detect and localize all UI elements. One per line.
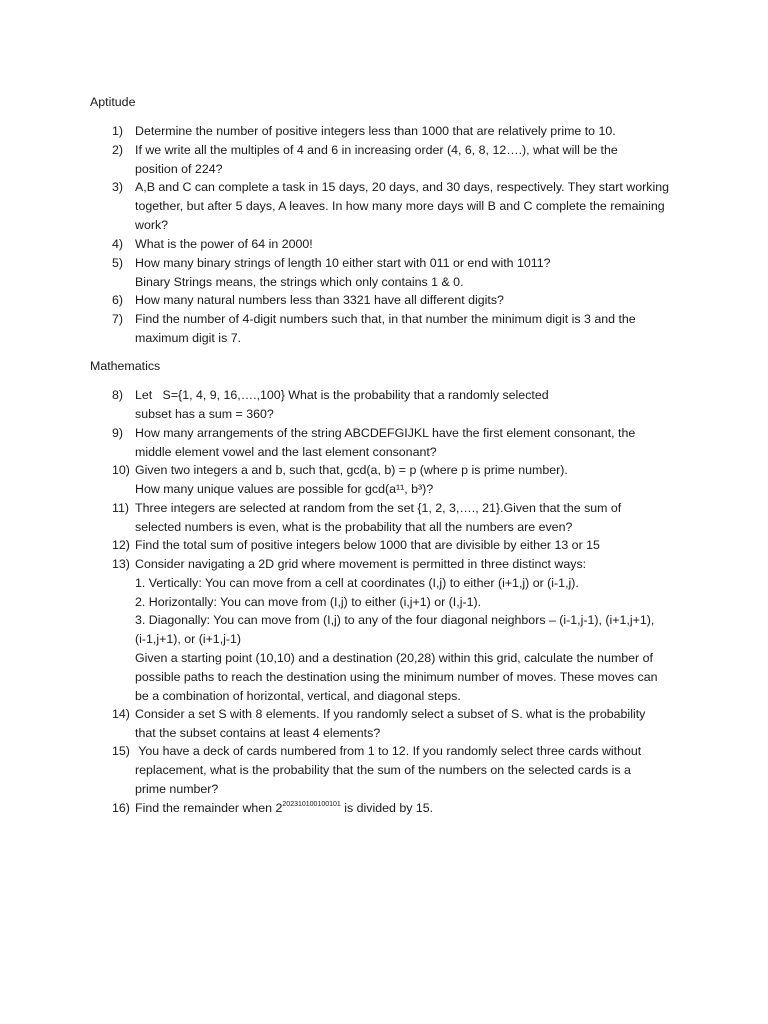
question-16	[112, 799, 682, 818]
question-text-line: (i-1,j+1), or (i+1,j-1)	[135, 632, 242, 647]
section-heading-aptitude: Aptitude	[90, 95, 136, 109]
question-text-line: subset has a sum = 360?	[135, 406, 274, 421]
question-12	[112, 536, 682, 555]
question-text-line: A,B and C can complete a task in 15 days, 20 days, and 30 days, respectively. They start working	[135, 180, 669, 194]
question-text-line: together, but after 5 days, A leaves. In how many more days will B and C complete the remaining	[135, 198, 665, 213]
question-text-line: maximum digit is 7.	[135, 330, 242, 345]
question-text-line: Consider navigating a 2D grid where movement is permitted in three distinct ways:	[135, 557, 587, 571]
question-number: 4)	[112, 237, 124, 251]
question-text-line	[135, 799, 682, 818]
question-3	[112, 178, 682, 234]
question-text-line: Given two integers a and b, such that, gcd(a, b) = p (where p is prime number).	[135, 463, 568, 477]
question-8	[112, 386, 682, 424]
question-number: 14)	[112, 707, 130, 721]
question-7	[112, 310, 682, 348]
question-number: 11)	[112, 501, 129, 515]
question-number: 15)	[112, 744, 130, 758]
question-text-line: prime number?	[135, 781, 219, 796]
question-text-line: Let S={1, 4, 9, 16,….,100} What is the probability that a randomly selected	[135, 388, 549, 402]
question-text-line: work?	[135, 217, 169, 232]
question-text-line: selected numbers is even, what is the probability that all the numbers are even?	[135, 519, 573, 534]
question-text-line: Given a starting point (10,10) and a destination (20,28) within this grid, calculate the number of	[135, 650, 653, 665]
question-9	[112, 424, 682, 462]
question-text-line: If we write all the multiples of 4 and 6 in increasing order (4, 6, 8, 12….), what will be the	[135, 143, 618, 157]
question-text-line: How many unique values are possible for gcd(a¹¹, b³)?	[135, 481, 434, 496]
question-text: is divided by 15.	[340, 801, 434, 815]
question-text-line: that the subset contains at least 4 elements?	[135, 725, 381, 740]
question-5	[112, 254, 682, 292]
question-6	[112, 291, 682, 310]
question-2	[112, 141, 682, 179]
question-text-line: replacement, what is the probability that the sum of the numbers on the selected cards is a	[135, 762, 631, 777]
question-number: 10)	[112, 463, 130, 477]
question-text-line: Three integers are selected at random from the set {1, 2, 3,…., 21}.Given that the sum of	[135, 501, 622, 515]
question-text-line: How many binary strings of length 10 either start with 011 or end with 1011?	[135, 256, 551, 270]
question-text-line: position of 224?	[135, 161, 223, 176]
question-number: 2)	[112, 143, 124, 157]
question-number: 9)	[112, 426, 124, 440]
question-number: 3)	[112, 180, 124, 194]
question-number: 8)	[112, 388, 124, 402]
question-text: Find the remainder when 2	[135, 801, 283, 815]
question-number: 12)	[112, 538, 130, 552]
question-number: 6)	[112, 293, 124, 307]
question-15	[112, 742, 682, 798]
question-text-line: possible paths to reach the destination using the minimum number of moves. These moves can	[135, 669, 658, 684]
question-text-line: 3. Diagonally: You can move from (I,j) to any of the four diagonal neighbors – (i-1,j-1), (i+1,j+1),	[135, 613, 655, 628]
exponent: 202310100100101	[282, 801, 341, 808]
question-text-line: middle element vowel and the last element consonant?	[135, 444, 437, 459]
question-text-line: You have a deck of cards numbered from 1 to 12. If you randomly select three cards without	[135, 744, 642, 758]
question-14	[112, 705, 682, 743]
section-heading-mathematics: Mathematics	[90, 359, 161, 373]
question-11	[112, 499, 682, 537]
question-text-line: Determine the number of positive integers less than 1000 that are relatively prime to 10.	[135, 124, 616, 138]
question-number: 5)	[112, 256, 124, 270]
question-text-line: How many arrangements of the string ABCDEFGIJKL have the first element consonant, the	[135, 426, 636, 440]
question-number: 1)	[112, 124, 124, 138]
question-number: 7)	[112, 312, 124, 326]
question-text-line: What is the power of 64 in 2000!	[135, 237, 313, 251]
question-4	[112, 235, 682, 254]
question-1	[112, 122, 682, 141]
question-13	[112, 555, 682, 705]
question-number: 13)	[112, 557, 130, 571]
question-text-line: How many natural numbers less than 3321 have all different digits?	[135, 293, 504, 307]
question-text-line: be a combination of horizontal, vertical, and diagonal steps.	[135, 688, 461, 703]
question-10	[112, 461, 682, 499]
question-text-line: Find the number of 4-digit numbers such that, in that number the minimum digit is 3 and the	[135, 312, 636, 326]
question-text-line: 1. Vertically: You can move from a cell at coordinates (I,j) to either (i+1,j) or (i-1,j).	[135, 575, 579, 590]
question-number: 16)	[112, 801, 130, 815]
question-text-line: Consider a set S with 8 elements. If you randomly select a subset of S. what is the probability	[135, 707, 646, 721]
question-text-line: Binary Strings means, the strings which only contains 1 & 0.	[135, 274, 464, 289]
question-text-line: Find the total sum of positive integers below 1000 that are divisible by either 13 or 15	[135, 538, 600, 552]
question-text-line: 2. Horizontally: You can move from (I,j) to either (i,j+1) or (I,j-1).	[135, 594, 482, 609]
